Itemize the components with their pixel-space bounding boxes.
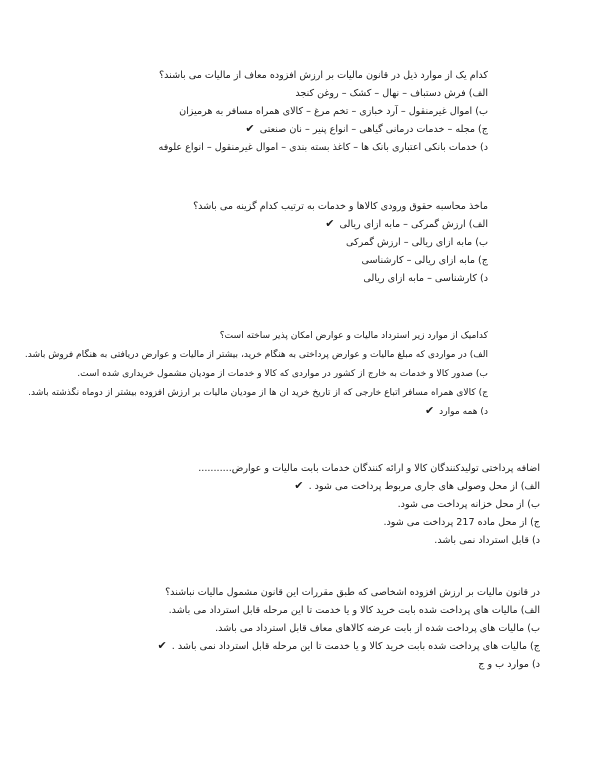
option-label: د) موارد ب و ج — [478, 659, 540, 670]
question-text: کدامیک از موارد زیر استرداد مالیات و عوارض امکان پذیر ساخته است؟ — [219, 331, 488, 341]
option-label: الف) ارزش گمرکی – مابه ازای ریالی — [339, 219, 488, 230]
option-a — [40, 601, 540, 619]
option-label: ب) از محل خزانه پرداخت می شود. — [397, 499, 540, 510]
option-label: د) همه موارد — [439, 407, 488, 417]
option-label: الف) مالیات های پرداخت شده بابت خرید کالا و یا خدمت تا این مرحله قابل استرداد می باشد. — [168, 605, 540, 616]
option-label: د) کارشناسی – مابه ازای ریالی — [363, 273, 488, 284]
option-d — [60, 531, 540, 549]
correct-check-icon: ✔ — [325, 217, 335, 230]
option-label: ج) مالیات های پرداخت شده بابت خرید کالا و یا خدمت تا این مرحله قابل استرداد نمی باشد . — [171, 641, 540, 652]
option-c — [48, 120, 488, 138]
option-b — [48, 233, 488, 251]
correct-check-icon: ✔ — [294, 479, 304, 492]
question-text: در قانون مالیات بر ارزش افزوده اشخاصی که طبق مقررات این قانون مشمول مالیات نباشند؟ — [165, 587, 540, 598]
option-label: ج) مجله – خدمات درمانی گیاهی – انواع پنیر – نان صنعتی — [259, 124, 488, 135]
option-label: د) قابل استرداد نمی باشد. — [434, 535, 540, 546]
option-b — [48, 102, 488, 120]
option-label: ب) مابه ازای ریالی – ارزش گمرکی — [346, 237, 488, 248]
correct-check-icon: ✔ — [157, 639, 167, 652]
option-label: ب) اموال غیرمنقول – آرد خبازی – تخم مرغ – کالای همراه مسافر به هرمیزان — [179, 106, 488, 117]
option-b — [60, 495, 540, 513]
option-label: ج) از محل ماده 217 پرداخت می شود. — [383, 517, 540, 528]
option-d — [40, 655, 540, 673]
option-b — [48, 364, 488, 383]
question-text: کدام یک از موارد ذیل در قانون مالیات بر ارزش افزوده معاف از مالیات می باشند؟ — [159, 70, 488, 81]
option-label: ج) مابه ازای ریالی – کارشناسی — [361, 255, 488, 266]
question-text: اضافه پرداختی تولیدکنندگان کالا و ارائه کنندگان خدمات بابت مالیات و عوارض........... — [198, 463, 540, 474]
option-c — [60, 513, 540, 531]
option-c — [48, 251, 488, 269]
question-3 — [24, 328, 488, 421]
option-c — [28, 383, 488, 402]
question-1 — [48, 67, 488, 156]
correct-check-icon: ✔ — [425, 404, 435, 417]
option-label: الف) از محل وصولی های جاری مربوط پرداخت می شود . — [308, 481, 540, 492]
question-4 — [60, 460, 540, 549]
correct-check-icon: ✔ — [245, 122, 255, 135]
option-b — [40, 619, 540, 637]
option-d — [48, 402, 488, 421]
option-label: الف) در مواردی که مبلغ مالیات و عوارض پرداختی به هنگام خرید، بیشتر از مالیات و عوارض دریافتی به هنگام فروش باشد. — [24, 350, 488, 360]
option-label: الف) فرش دستباف – نهال – کشک – روغن کنجد — [295, 88, 488, 99]
option-label: ب) صدور کالا و خدمات به خارج از کشور در مواردی که کالا و خدمات از مودیان مشمول خریداری شده است. — [77, 369, 488, 379]
question-text: ماخذ محاسبه حقوق ورودی کالاها و خدمات به ترتیب کدام گزینه می باشد؟ — [193, 201, 488, 212]
option-a — [48, 215, 488, 233]
question-2 — [48, 198, 488, 287]
option-a — [60, 477, 540, 495]
option-label: ب) مالیات های پرداخت شده از بابت عرضه کالاهای معاف قابل استرداد می باشد. — [215, 623, 540, 634]
option-label: ج) کالای همراه مسافر اتباع خارجی که از تاریخ خرید ان ها از مودیان مالیات بر ارزش افزوده بیشتر از دوماه نگذشته باشد. — [28, 388, 488, 398]
option-a — [24, 345, 488, 364]
option-c — [40, 637, 540, 655]
question-5 — [40, 584, 540, 673]
option-label: د) خدمات بانکی اعتباری بانک ها – کاغذ بسته بندی – اموال غیرمنقول – انواع علوفه — [158, 142, 488, 153]
option-a — [48, 84, 488, 102]
option-d — [48, 138, 488, 156]
option-d — [48, 269, 488, 287]
